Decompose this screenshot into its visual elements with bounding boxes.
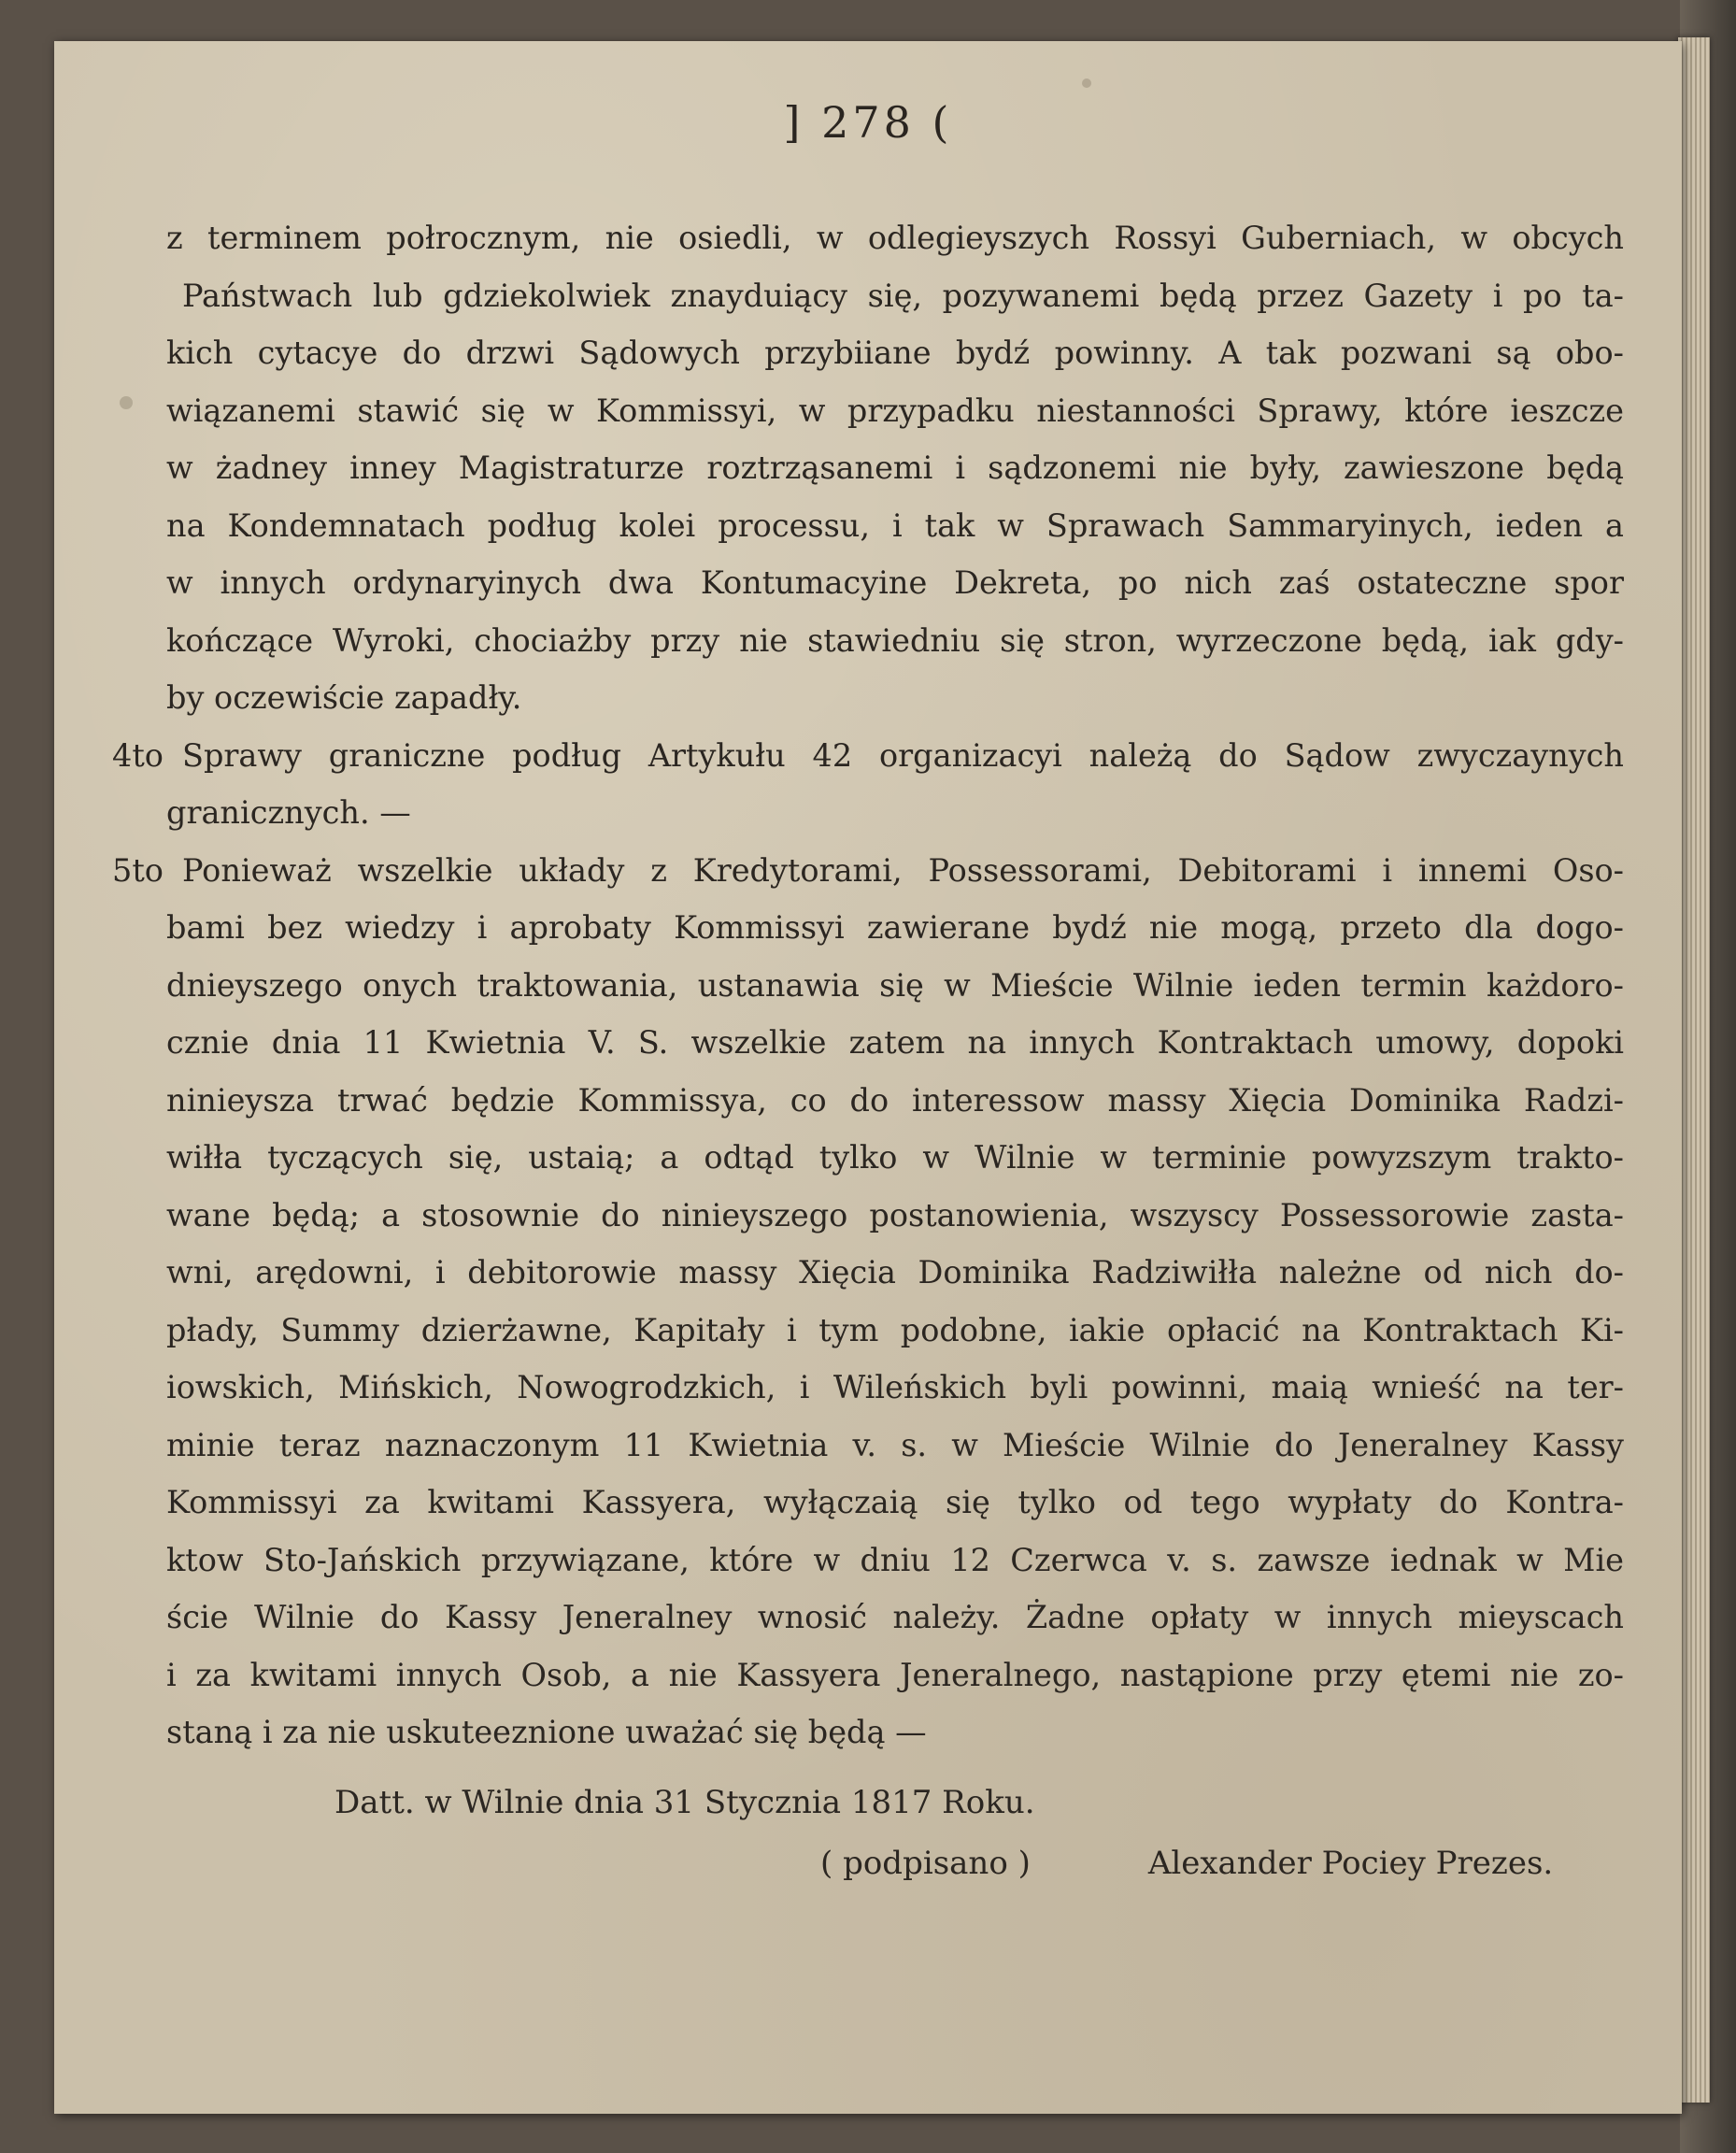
text-line: ktow Sto-Jańskich przywiązane, które w dniu 12 Czerwca v. s. zawsze iednak w Mie — [166, 1541, 1624, 1578]
item-number: 5to — [112, 851, 164, 889]
text-line: Ponieważ wszelkie układy z Kredytorami, Possessorami, Debitorami i innemi Oso- — [182, 851, 1624, 889]
text-line: staną i za nie uskuteeznione uważać się będą — — [166, 1714, 927, 1750]
item-4to — [112, 727, 1624, 842]
text-line: wiązanemi stawić się w Kommissyi, w przypadku niestanności Sprawy, które ieszcze — [166, 392, 1624, 429]
text-line: kich cytacye do drzwi Sądowych przybiiane bydź powinny. A tak pozwani są obo- — [166, 335, 1624, 371]
text-line: na Kondemnatach podług kolei processu, i tak w Sprawach Sammaryinych, ieden a — [166, 506, 1624, 544]
signature-block — [820, 1845, 1661, 1882]
signed-note: ( podpisano ) — [820, 1845, 1031, 1882]
paper-stain — [120, 396, 133, 409]
text-line: ście Wilnie do Kassy Jeneralney wnosić należy. Żadne opłaty w innych mieyscach — [166, 1599, 1624, 1635]
text-line: wane będą; a stosownie do ninieyszego postanowienia, wszyscy Possessorowie zasta- — [166, 1196, 1624, 1233]
text-line: dnieyszego onych traktowania, ustanawia się w Mieście Wilnie ieden termin każdoro- — [166, 966, 1624, 1004]
document-page — [54, 41, 1682, 2114]
text-line: minie teraz naznaczonym 11 Kwietnia v. s. w Mieście Wilnie do Jeneralney Kassy — [166, 1426, 1624, 1463]
book-page-edges — [1678, 37, 1710, 2103]
text-line: kończące Wyroki, chociażby przy nie stawiedniu się stron, wyrzeczone będą, iak gdy- — [166, 621, 1624, 659]
text-line: iowskich, Mińskich, Nowogrodzkich, i Wileńskich byli powinni, maią wnieść na ter- — [166, 1369, 1624, 1405]
text-line: wiłła tyczących się, ustaią; a odtąd tylko w Wilnie w terminie powyzszym trakto- — [166, 1139, 1624, 1176]
text-line: Państwach lub gdziekolwiek znayduiący się, pozywanemi będą przez Gazety i po ta- — [182, 277, 1624, 314]
text-line: granicznych. — — [166, 794, 411, 831]
text-line: cznie dnia 11 Kwietnia V. S. wszelkie zatem na innych Kontraktach umowy, dopoki — [166, 1024, 1624, 1061]
text-line: i za kwitami innych Osob, a nie Kassyera Jeneralnego, nastąpione przy ętemi nie zo- — [166, 1656, 1624, 1693]
text-line: z terminem połrocznym, nie osiedli, w odlegieyszych Rossyi Guberniach, w obcych — [166, 220, 1624, 256]
text-line: w żadney inney Magistraturze roztrząsanemi i sądzonemi nie były, zawieszone będą — [166, 449, 1624, 486]
page-number-header: ] 278 ( — [783, 97, 953, 148]
text-line: wni, arędowni, i debitorowie massy Xięcia Dominika Radziwiłła należne od nich do- — [166, 1254, 1624, 1290]
text-line: płady, Summy dzierżawne, Kapitały i tym podobne, iakie opłacić na Kontraktach Ki- — [166, 1311, 1624, 1348]
paper-stain — [1082, 78, 1091, 88]
text-line: w innych ordynaryinych dwa Kontumacyine Dekreta, po nich zaś ostateczne spor — [166, 564, 1624, 601]
text-line: Kommissyi za kwitami Kassyera, wyłączaią się tylko od tego wypłaty do Kontra- — [166, 1484, 1624, 1520]
item-number: 4to — [112, 736, 164, 774]
text-line: bami bez wiedzy i aprobaty Kommissyi zawierane bydź nie mogą, przeto dla dogo- — [166, 909, 1624, 946]
date-line: Datt. w Wilnie dnia 31 Stycznia 1817 Roku. — [334, 1784, 1035, 1821]
text-line: ninieysza trwać będzie Kommissya, co do interessow massy Xięcia Dominika Radzi- — [166, 1081, 1624, 1119]
signatory-name: Alexander Pociey Prezes. — [1147, 1845, 1554, 1882]
text-line: by oczewiście zapadły. — [166, 679, 522, 716]
document-body — [112, 209, 1624, 1761]
text-line: Sprawy graniczne podług Artykułu 42 organizacyi należą do Sądow zwyczaynych — [182, 736, 1624, 774]
item-5to — [112, 842, 1624, 1761]
